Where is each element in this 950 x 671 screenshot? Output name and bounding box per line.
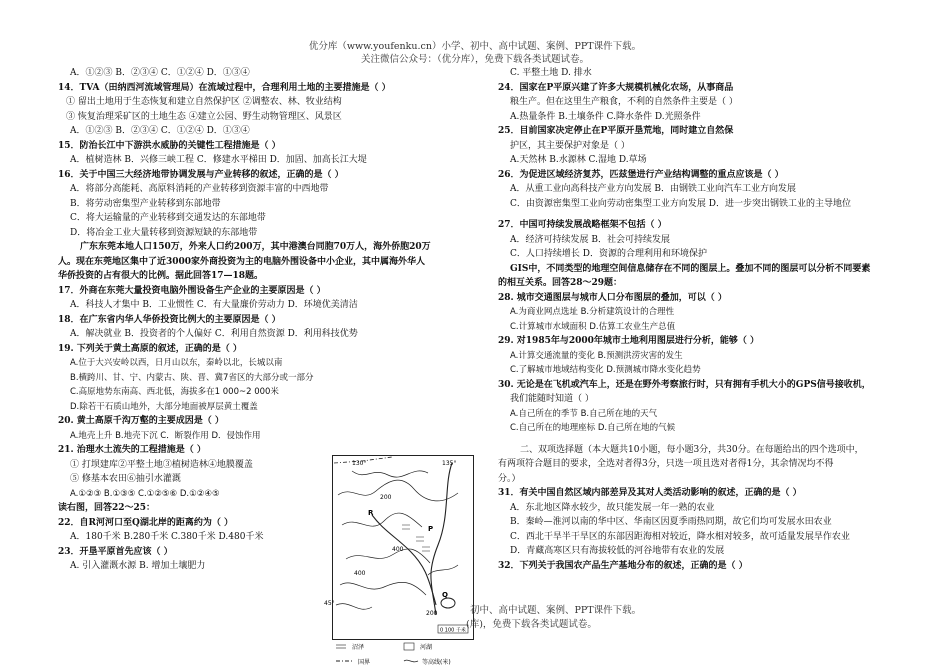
left-line: A．科技人才集中 B．工业惯性 C．有大量廉价劳动力 D．环境优美清洁 bbox=[70, 300, 358, 310]
left-line: C．将大运输量的产业转移到交通发达的东部地带 bbox=[70, 213, 266, 223]
latitude-label: 45° bbox=[324, 600, 335, 607]
map-legend bbox=[332, 640, 474, 670]
left-line: 18．在广东省内华人华侨投资比例大的主要原因是（ ） bbox=[58, 314, 281, 325]
right-line: 26．为促进区域经济复苏，匹兹堡进行产业结构调整的重点应该是（ ） bbox=[498, 169, 784, 180]
right-line: C.了解城市地域结构变化 D.预测城市降水变化趋势 bbox=[510, 365, 701, 375]
left-line: ⑤ 修基本农田⑥抽引水灌溉 bbox=[70, 474, 181, 484]
right-line: 29. 对1985年与2000年城市土地利用图层进行分析，能够（ ） bbox=[498, 336, 760, 346]
left-line: 20. 黄土高原千沟万壑的主要成因是（ ） bbox=[58, 416, 224, 426]
left-line: 21. 治理水土流失的工程措施是（ ） bbox=[58, 445, 206, 455]
left-line: B.横跨川、甘、宁、内蒙古、陕、晋、冀7省区的大部分或一部分 bbox=[70, 372, 314, 383]
right-line: A．经济可持续发展 B．社会可持续发展 bbox=[510, 234, 670, 245]
footer-line-2: (库)，免费下载各类试题试卷。 bbox=[466, 619, 597, 630]
left-line: 15．防治长江中下游洪水威胁的关键性工程措施是（ ） bbox=[58, 140, 281, 151]
right-line: C．人口持续增长 D．资源的合理利用和环境保护 bbox=[510, 249, 707, 259]
left-line: 22．自R河河口至Q湖北岸的距离约为（ ） bbox=[58, 517, 233, 528]
left-line: 读右图，回答22～25： bbox=[58, 503, 156, 513]
right-line: GIS中，不同类型的地理空间信息储存在不同的图层上。叠加不同的图层可以分析不同要素 bbox=[510, 263, 871, 274]
left-line: A．解决就业 B．投资者的个人偏好 C．利用自然资源 D．利用科技优势 bbox=[70, 329, 358, 339]
right-line: B．秦岭—淮河以南的华中区、华南区因夏季雨热同期，故它们均可发展水田农业 bbox=[510, 517, 832, 527]
left-line: ① 打坝建库②平整土地③植树造林④地膜覆盖 bbox=[70, 459, 253, 470]
legend-lake-label: 河湖 bbox=[420, 644, 433, 651]
left-line: B．将劳动密集型产业转移到东部地带 bbox=[70, 198, 221, 209]
map-point-p: P bbox=[428, 525, 434, 533]
longitude-label-left: 130° bbox=[352, 460, 367, 467]
right-line: 32．下列关于我国农产品生产基地分布的叙述，正确的是（ ） bbox=[498, 560, 748, 571]
right-line: 28. 城市交通图层与城市人口分布图层的叠加，可以（ ） bbox=[498, 292, 727, 303]
contour-label: 200 bbox=[380, 494, 392, 501]
legend-border-label: 国界 bbox=[358, 659, 371, 666]
right-line: C．西北干旱半干旱区的东部因距海相对较近，降水相对较多，故可适量发展旱作农业 bbox=[510, 531, 850, 542]
right-line: 分。） bbox=[498, 473, 521, 484]
contour-label: 200 bbox=[426, 610, 438, 617]
left-line: ① 留出土地用于生态恢复和建立自然保护区 ②调整农、林、牧业结构 bbox=[66, 97, 342, 107]
right-line: A.热量条件 B.土壤条件 C.降水条件 D.光照条件 bbox=[510, 111, 701, 122]
right-line: A.天然林 B.水源林 C.湿地 D.草场 bbox=[510, 155, 647, 165]
right-line: 护区，其主要保护对象是（ ） bbox=[510, 140, 630, 151]
right-line: A．东北地区降水较少，故只能发展一年一熟的农业 bbox=[510, 502, 715, 513]
right-line: C.自己所在的地理座标 D.自己所在地的气候 bbox=[510, 423, 676, 433]
map-scale-label: 0 100 千米 bbox=[440, 627, 466, 634]
left-line: 17．外商在东莞大量投资电脑外围设备生产企业的主要原因是（ ） bbox=[58, 285, 326, 296]
footer-line-1: 初中、高中试题、案例、PPT课件下载。 bbox=[470, 605, 642, 616]
right-line: A.为商业网点选址 B.分析建筑设计的合理性 bbox=[510, 307, 675, 317]
right-line bbox=[498, 436, 918, 443]
river-basin-map bbox=[324, 455, 474, 640]
left-line: 人。现在东莞地区集中了近3000家外商投资为主的电脑外围设备中小企业，其中属海外华人 bbox=[58, 256, 426, 267]
right-line: 有两项符合题目的要求，全选对者得3分，只选一项且选对者得1分，其余情况均不得 bbox=[498, 459, 834, 469]
right-line: 我们能随时知道（ ） bbox=[510, 394, 594, 404]
left-line: A.位于大兴安岭以西，日月山以东，秦岭以北，长城以南 bbox=[70, 358, 283, 368]
right-line: 27．中国可持续发展战略框架不包括（ ） bbox=[498, 220, 667, 230]
longitude-label-right: 135° bbox=[442, 460, 457, 467]
header-line-2: 关注微信公众号：（优分库），免费下载各类试题试卷。 bbox=[360, 54, 589, 65]
right-line: 二、双项选择题（本大题共10小题，每小题3分，共30分。在每题给出的四个选项中， bbox=[520, 444, 864, 455]
right-line: 的相互关系。回答28～29题： bbox=[498, 278, 623, 288]
map-point-q: Q bbox=[442, 591, 448, 599]
contour-label: 400 bbox=[392, 546, 404, 553]
right-line: 31．有关中国自然区域内部差异及其对人类活动影响的叙述，正确的是（ ） bbox=[498, 488, 802, 498]
left-line: A．180千米 B.280千米 C.380千米 D.480千米 bbox=[70, 532, 264, 542]
left-line: A．①②③ B．②③④ C．①②④ D．①③④ bbox=[70, 126, 250, 136]
legend-contour-label: 等高线(米) bbox=[422, 659, 451, 666]
right-line: A.计算交通流量的变化 B.预测洪涝灾害的发生 bbox=[510, 350, 683, 361]
left-line: 广东东莞本地人口150万，外来人口约200万，其中港澳台同胞70万人，海外侨胞20万 bbox=[80, 242, 431, 252]
right-line: C.计算城市水域面积 D.估算工农业生产总值 bbox=[510, 321, 676, 332]
left-line: 19. 下列关于黄土高原的叙述，正确的是（ ） bbox=[58, 343, 242, 354]
left-line: A．①②③ B．②③④ C．①②④ D．①③④ bbox=[70, 68, 250, 78]
right-column bbox=[498, 66, 918, 573]
left-line: 23．开垦平原首先应该（ ） bbox=[58, 546, 173, 557]
left-line: 14．TVA（田纳西河流域管理局）在流域过程中，合理利用土地的主要措施是（ ） bbox=[58, 82, 391, 93]
right-line bbox=[498, 211, 918, 218]
left-line: A. 引入灌溉水源 B. 增加土壤肥力 bbox=[70, 561, 206, 571]
right-line: A.自己所在的季节 B.自己所在地的天气 bbox=[510, 408, 658, 419]
legend-swamp-label: 沼泽 bbox=[352, 644, 365, 651]
contour-label: 400 bbox=[354, 570, 366, 577]
left-line: 16．关于中国三大经济地带协调发展与产业转移的叙述，正确的是（ ） bbox=[58, 169, 344, 180]
right-line: 30. 无论是在飞机或汽车上，还是在野外考察旅行时，只有拥有手机大小的GPS信号接收机， bbox=[498, 379, 871, 390]
left-line: A．将部分高能耗、高原料消耗的产业转移到资源丰富的中西地带 bbox=[70, 184, 329, 194]
left-line: A．植树造林 B．兴修三峡工程 C．修建水平梯田 D．加固、加高长江大堤 bbox=[70, 155, 367, 165]
right-line: 25．目前国家决定停止在P平原开垦荒地，同时建立自然保 bbox=[498, 126, 734, 136]
right-line: 24．国家在P平原兴建了许多大规模机械化农场，从事商品 bbox=[498, 82, 734, 93]
left-line: 华侨投资的占有很大的比例。据此回答17—18题。 bbox=[58, 271, 264, 281]
right-line: C. 平整土地 D. 排水 bbox=[510, 68, 592, 78]
right-line: A．从重工业向高科技产业方向发展 B．由钢铁工业向汽车工业方向发展 bbox=[510, 184, 796, 194]
left-line: ③ 恢复治理采矿区的土地生态 ④建立公园、野生动物管理区、风景区 bbox=[66, 111, 342, 122]
left-line: C.高原地势东南高、西北低，海拔多在1 000~2 000米 bbox=[70, 387, 279, 397]
right-line: 粮生产。但在这里生产粮食，不利的自然条件主要是（ ） bbox=[510, 97, 738, 107]
right-line: D．青藏高寒区只有海拔较低的河谷地带有农业的发展 bbox=[510, 546, 725, 556]
left-line: A.地壳上升 B.地壳下沉 C．断裂作用 D．侵蚀作用 bbox=[70, 430, 261, 441]
map-point-r: R bbox=[368, 509, 374, 517]
left-line: D.除若干石质山地外，大部分地面被厚层黄土覆盖 bbox=[70, 401, 258, 412]
left-line: A.①②③ B.①③⑤ C.①②⑤⑥ D.①②④⑤ bbox=[70, 488, 220, 499]
left-line: D．将冶金工业大量转移到资源短缺的东部地带 bbox=[70, 227, 258, 238]
right-line: C．由资源密集型工业向劳动密集型工业方向发展 D．进一步突出钢铁工业的主导地位 bbox=[510, 198, 851, 209]
header-line-1: 优分库（www.youfenku.cn）小学、初中、高中试题、案例、PPT课件下载。 bbox=[308, 41, 642, 52]
